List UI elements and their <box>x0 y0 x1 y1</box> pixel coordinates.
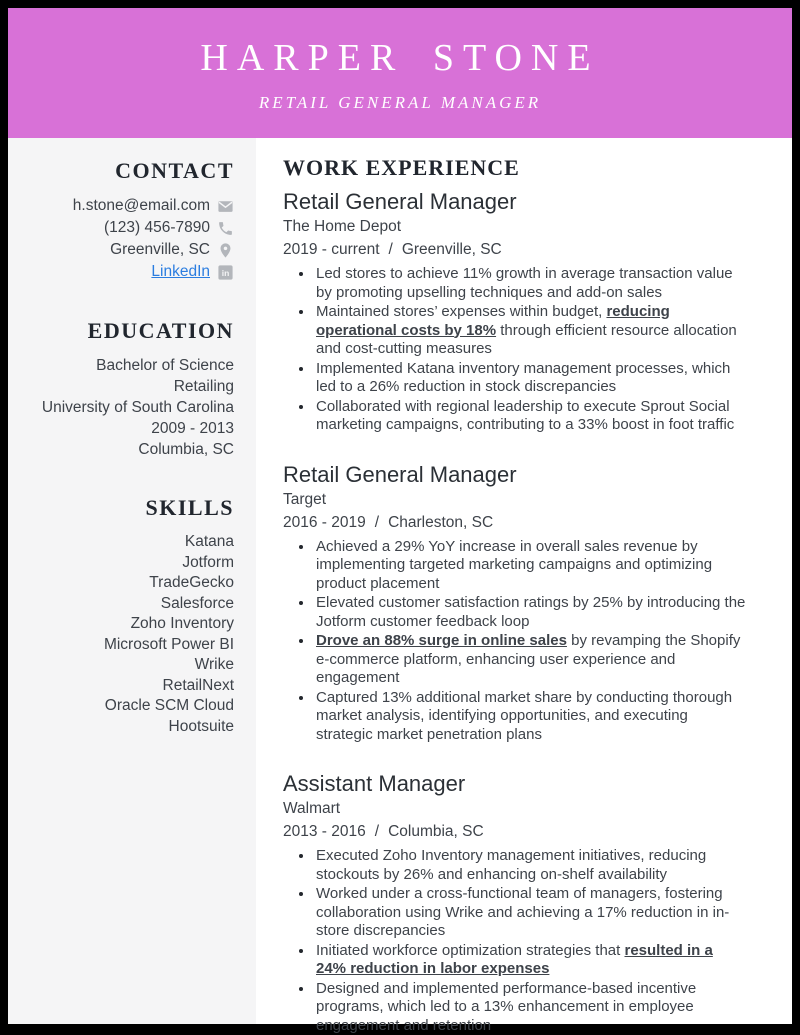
education-line: Columbia, SC <box>20 439 234 460</box>
bullet-emphasis-text: Drove an 88% surge in online sales <box>316 632 567 649</box>
job-entry <box>283 461 746 745</box>
skill-item: Oracle SCM Cloud <box>20 696 234 717</box>
contact-item <box>20 217 234 239</box>
bullet-text: Designed and implemented performance-based incentive programs, which led to a 13% enhancement in employee engagement and retention <box>316 980 696 1034</box>
resume-body <box>8 138 792 1024</box>
bullet-text: by revamping the Shopify e-commerce platform, enhancing user experience and engagement <box>316 632 740 686</box>
bullet-item <box>314 631 746 688</box>
skill-item: Wrike <box>20 655 234 676</box>
education-heading: EDUCATION <box>20 318 234 344</box>
jobs-list <box>283 188 746 1035</box>
bullet-item <box>314 264 746 302</box>
job-title: Retail General Manager <box>283 461 746 488</box>
person-job-title: RETAIL GENERAL MANAGER <box>259 93 541 113</box>
job-location: Columbia, SC <box>388 823 484 840</box>
company-name: Target <box>283 490 746 510</box>
bullet-item <box>314 688 746 745</box>
work-experience-section <box>256 138 792 1024</box>
skill-item: Salesforce <box>20 594 234 615</box>
email-icon <box>217 198 234 215</box>
person-name: HARPER STONE <box>200 36 599 80</box>
bullet-text: Worked under a cross-functional team of managers, fostering collaboration using Wrike and achieving a 17% reduction in in-store discrepancies <box>316 885 729 939</box>
bullet-item <box>314 884 746 941</box>
date-location-separator: / <box>375 514 379 531</box>
bullet-item <box>314 941 746 979</box>
education-line: Bachelor of Science <box>20 355 234 376</box>
linkedin-icon <box>217 264 234 281</box>
bullet-text: Initiated workforce optimization strategies that <box>316 942 624 959</box>
bullet-text: Achieved a 29% YoY increase in overall sales revenue by implementing targeted marketing campaigns and optimizing product placement <box>316 538 712 592</box>
company-name: The Home Depot <box>283 217 746 237</box>
phone-icon <box>217 220 234 237</box>
job-entry <box>283 188 746 435</box>
skills-list <box>20 532 234 737</box>
bullet-item <box>314 537 746 594</box>
skill-item: TradeGecko <box>20 573 234 594</box>
skills-section <box>20 495 234 737</box>
education-line: 2009 - 2013 <box>20 418 234 439</box>
job-entry <box>283 770 746 1035</box>
bullet-text: Maintained stores’ expenses within budget, <box>316 303 606 320</box>
education-details <box>20 355 234 460</box>
sidebar <box>8 138 256 1024</box>
date-range: 2013 - 2016 <box>283 823 366 840</box>
contact-label: h.stone@email.com <box>73 195 210 217</box>
bullet-item <box>314 397 746 435</box>
skills-heading: SKILLS <box>20 495 234 521</box>
job-location: Charleston, SC <box>388 514 493 531</box>
work-experience-heading: WORK EXPERIENCE <box>283 155 746 181</box>
skill-item: Zoho Inventory <box>20 614 234 635</box>
job-title: Retail General Manager <box>283 188 746 215</box>
date-range: 2019 - current <box>283 241 380 258</box>
education-line: University of South Carolina <box>20 397 234 418</box>
date-location-separator: / <box>389 241 393 258</box>
contact-list <box>20 195 234 283</box>
linkedin-link[interactable]: LinkedIn <box>151 261 210 283</box>
bullet-emphasis-text: resulted in a 24% reduction in labor expenses <box>316 942 713 978</box>
contact-label: (123) 456-7890 <box>104 217 210 239</box>
education-line: Retailing <box>20 376 234 397</box>
bullet-item <box>314 846 746 884</box>
svg-text:in: in <box>222 268 230 278</box>
job-location: Greenville, SC <box>402 241 502 258</box>
bullet-text: through efficient resource allocation and cost-cutting measures <box>316 322 737 358</box>
bullet-emphasis-text: reducing operational costs by 18% <box>316 303 670 339</box>
skill-item: Microsoft Power BI <box>20 635 234 656</box>
skill-item: Katana <box>20 532 234 553</box>
date-range: 2016 - 2019 <box>283 514 366 531</box>
job-date-location <box>283 822 746 842</box>
job-date-location <box>283 240 746 260</box>
job-bullets <box>283 846 746 1035</box>
job-bullets <box>283 264 746 435</box>
bullet-text: Collaborated with regional leadership to execute Sprout Social marketing campaigns, contributing to a 33% boost in foot traffic <box>316 398 734 434</box>
resume-header <box>8 8 792 138</box>
bullet-text: Executed Zoho Inventory management initiatives, reducing stockouts by 26% and enhancing on-shelf availability <box>316 847 706 883</box>
bullet-text: Captured 13% additional market share by conducting thorough market analysis, identifying opportunities, and executing strategic market penetration plans <box>316 689 732 743</box>
bullet-text: Implemented Katana inventory management processes, which led to a 26% reduction in stock discrepancies <box>316 360 730 396</box>
skill-item: Jotform <box>20 553 234 574</box>
skill-item: Hootsuite <box>20 717 234 738</box>
contact-heading: CONTACT <box>20 158 234 184</box>
bullet-item <box>314 979 746 1035</box>
location-icon <box>217 242 234 259</box>
contact-label: Greenville, SC <box>110 239 210 261</box>
bullet-text: Led stores to achieve 11% growth in average transaction value by promoting upselling techniques and add-on sales <box>316 265 733 301</box>
bullet-item <box>314 302 746 359</box>
company-name: Walmart <box>283 799 746 819</box>
contact-item <box>20 261 234 283</box>
skill-item: RetailNext <box>20 676 234 697</box>
job-title: Assistant Manager <box>283 770 746 797</box>
contact-item <box>20 195 234 217</box>
job-bullets <box>283 537 746 745</box>
date-location-separator: / <box>375 823 379 840</box>
contact-item <box>20 239 234 261</box>
education-section <box>20 318 234 460</box>
bullet-item <box>314 593 746 631</box>
job-date-location <box>283 513 746 533</box>
bullet-text: Elevated customer satisfaction ratings by 25% by introducing the Jotform customer feedback loop <box>316 594 745 630</box>
bullet-item <box>314 359 746 397</box>
contact-section <box>20 158 234 283</box>
